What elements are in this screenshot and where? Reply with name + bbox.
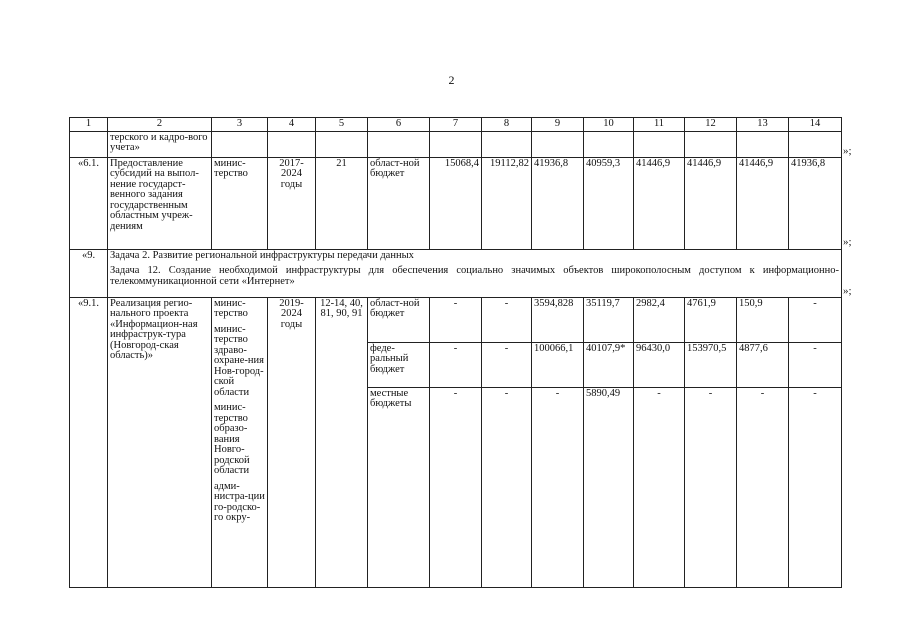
col-header: 8 [482,118,532,132]
col-header: 10 [584,118,634,132]
value-2023: 150,9 [737,297,789,342]
value-2017: 15068,4 [430,157,482,249]
row-number: «6.1. [70,157,108,249]
value-2020: 40959,3 [584,157,634,249]
col-header: 12 [685,118,737,132]
executor-item: минис-терство [214,297,248,319]
row-source: феде-ральный бюджет [368,342,430,387]
value-2022: 41446,9 [685,157,737,249]
value-2023: 4877,6 [737,342,789,387]
col-header: 4 [268,118,316,132]
value-2017: - [430,342,482,387]
value-2024: 41936,8 [789,157,842,249]
table-row-continuation [70,131,842,157]
row-targets: 12-14, 40, 81, 90, 91 [316,297,368,587]
value-2019: - [532,387,584,587]
row-source: област-ной бюджет [368,157,430,249]
table-row-9-1-regional [70,297,842,342]
value-2023: - [737,387,789,587]
column-numbers-row [70,118,842,132]
value-2021: 96430,0 [634,342,685,387]
col-header: 11 [634,118,685,132]
row-number: «9. [70,249,108,297]
row-name: Предоставление субсидий на выпол-нение государст-венного задания государственным областным учреж-дениям [108,157,212,249]
value-2019: 3594,828 [532,297,584,342]
value-2020: 40107,9* [584,342,634,387]
col-header: 2 [108,118,212,132]
col-header: 5 [316,118,368,132]
col-header: 9 [532,118,584,132]
executor-item: минис-терство образо-вания Новго-родской области [214,402,250,476]
executor-item: адми-нистра-ции го-родско-го окру- [214,480,265,523]
value-2022: 153970,5 [685,342,737,387]
col-header: 3 [212,118,268,132]
value-2024: - [789,387,842,587]
table-row-6-1 [70,157,842,249]
value-2024: - [789,342,842,387]
value-2018: - [482,342,532,387]
value-2020: 35119,7 [584,297,634,342]
program-table [69,117,842,588]
row-executors [212,297,268,587]
value-2022: - [685,387,737,587]
row-period: 2019-2024 годы [268,297,316,587]
page-number: 2 [448,73,455,87]
row-source: област-ной бюджет [368,297,430,342]
value-2021: 2982,4 [634,297,685,342]
task-12-text: Задача 12. Создание необходимой инфраструктуры для обеспечения социально значимых объектов широкополосным доступом к информационно-телекоммуникационной сети «Интернет» [110,265,839,287]
value-2018: 19112,82 [482,157,532,249]
col-header: 13 [737,118,789,132]
value-2021: 41446,9 [634,157,685,249]
value-2020: 5890,49 [584,387,634,587]
value-2023: 41446,9 [737,157,789,249]
value-2022: 4761,9 [685,297,737,342]
row-executor: минис-терство [212,157,268,249]
value-2019: 41936,8 [532,157,584,249]
table-row-9 [70,249,842,297]
value-2024: - [789,297,842,342]
row-source: местные бюджеты [368,387,430,587]
col-header: 14 [789,118,842,132]
col-header: 6 [368,118,430,132]
row-period: 2017-2024 годы [268,157,316,249]
col-header: 1 [70,118,108,132]
value-2017: - [430,387,482,587]
closing-quote-6-1: »; [843,145,852,157]
row-name: терского и кадро-вого учета» [108,131,212,157]
value-2021: - [634,387,685,587]
executor-item: минис-терство здраво-охране-ния Нов-город-ской области [214,323,264,398]
row-name: Реализация регио-нального проекта «Информацион-ная инфраструк-тура (Новгород-ская область)» [108,297,212,587]
value-2017: - [430,297,482,342]
task-2-text: Задача 2. Развитие региональной инфраструктуры передачи данных [110,249,414,261]
value-2018: - [482,297,532,342]
closing-quote-9-b: »; [843,285,852,297]
col-header: 7 [430,118,482,132]
closing-quote-9-a: »; [843,236,852,248]
value-2019: 100066,1 [532,342,584,387]
value-2018: - [482,387,532,587]
row-targets: 21 [316,157,368,249]
row-number: «9.1. [70,297,108,587]
task-cell [108,249,842,297]
